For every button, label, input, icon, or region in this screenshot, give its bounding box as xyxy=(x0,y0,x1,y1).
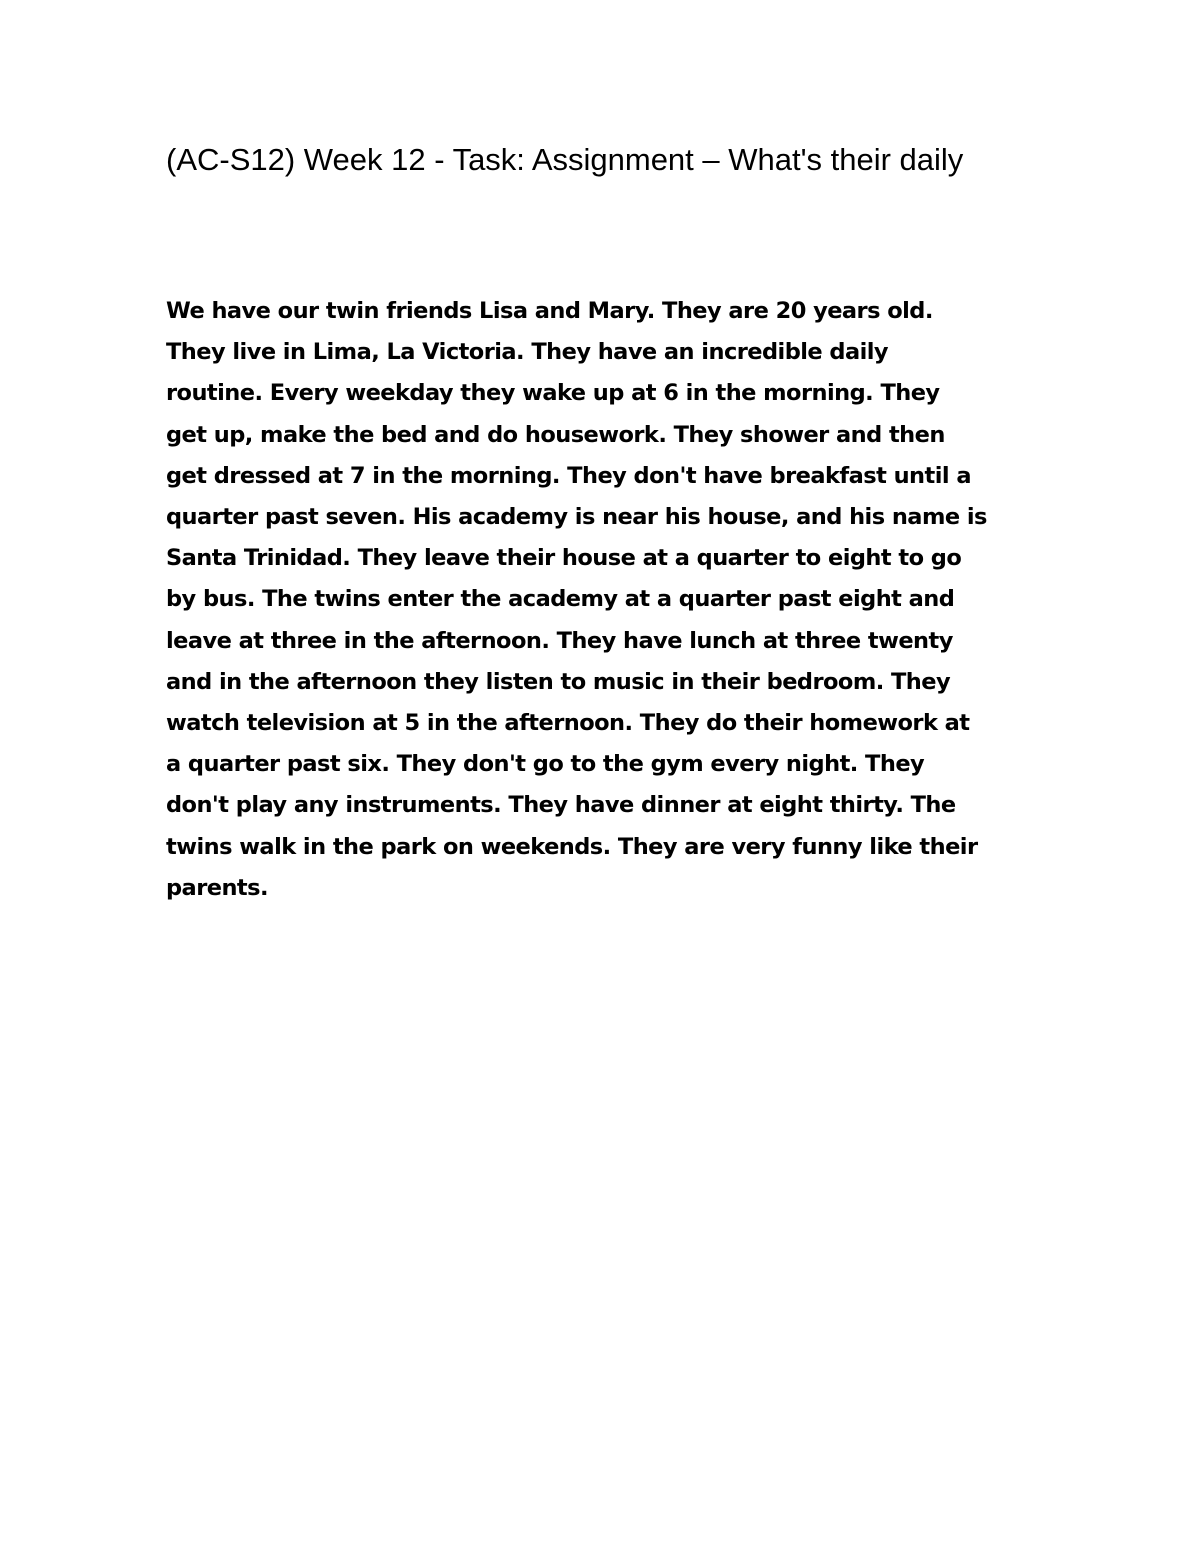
body-line: quarter past seven. His academy is near his house, and his name is xyxy=(166,504,987,531)
body-line: get up, make the bed and do housework. They shower and then xyxy=(166,421,945,448)
body-line: watch television at 5 in the afternoon. They do their homework at xyxy=(166,710,970,737)
document-title: (AC-S12) Week 12 - Task: Assignment – What's their daily xyxy=(166,142,964,177)
document-body xyxy=(166,291,1046,909)
body-line: twins walk in the park on weekends. They are very funny like their xyxy=(166,833,978,860)
body-line: by bus. The twins enter the academy at a quarter past eight and xyxy=(166,586,955,613)
body-line: leave at three in the afternoon. They have lunch at three twenty xyxy=(166,627,953,654)
body-line: a quarter past six. They don't go to the gym every night. They xyxy=(166,751,925,778)
body-line: routine. Every weekday they wake up at 6 in the morning. They xyxy=(166,380,940,407)
body-line: don't play any instruments. They have dinner at eight thirty. The xyxy=(166,792,956,819)
body-line: We have our twin friends Lisa and Mary. They are 20 years old. xyxy=(166,298,933,324)
body-line: Santa Trinidad. They leave their house at a quarter to eight to go xyxy=(166,545,962,572)
body-line: get dressed at 7 in the morning. They don't have breakfast until a xyxy=(166,462,971,489)
body-line: They live in Lima, La Victoria. They have an incredible daily xyxy=(166,339,889,366)
body-line: and in the afternoon they listen to music in their bedroom. They xyxy=(166,668,951,695)
body-line: parents. xyxy=(166,874,268,901)
